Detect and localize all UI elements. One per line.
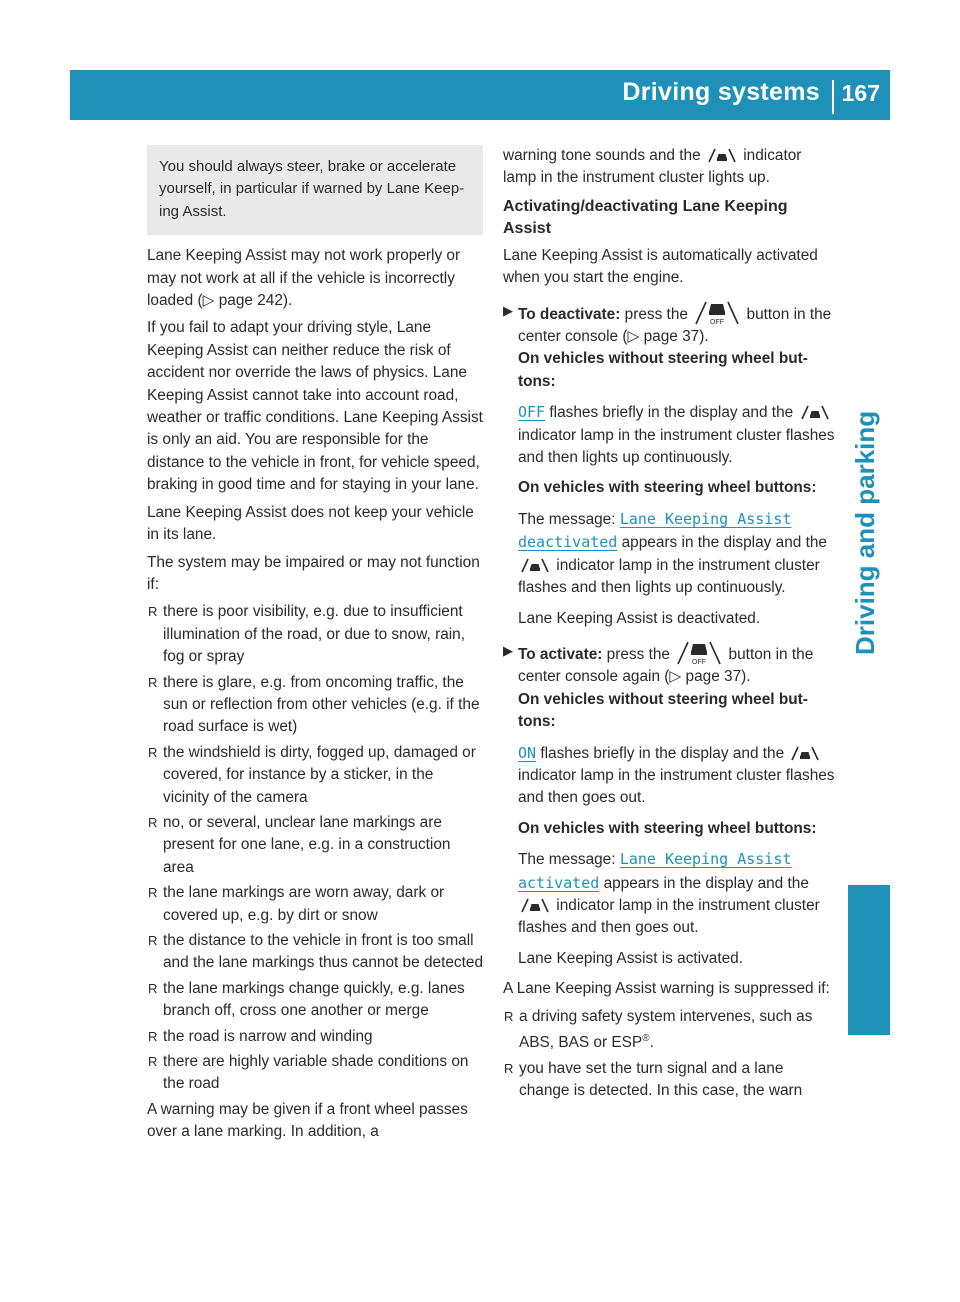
paragraph: Lane Keeping Assist does not keep your vehicle in its lane. [147, 503, 474, 544]
bullet-icon: R [148, 814, 158, 830]
chapter-tab-block [848, 885, 890, 1035]
page-number: 167 [841, 80, 880, 106]
step-arrow-icon: ▶ [503, 642, 513, 658]
activate-step: ▶ To activate: press the OFF button in the center console again (▷ page 37). On vehicles without steering wheel buttons: ON flashes briefly in the display and the indicator lamp in the instrument cluster flashes and then goes out. On vehicles with steering wheel buttons: The message: Lane Keeping Assist activated appears in the display and the indicator lamp in the instrument cluster flashes and then goes out. Lane Keeping Assist is activated. [503, 640, 835, 970]
list-item: R the road is narrow and winding [147, 1026, 483, 1048]
bullet-icon: R [148, 674, 158, 690]
display-message: activated [518, 873, 600, 892]
display-message: ON [518, 743, 537, 762]
header-bar [70, 70, 890, 120]
note-box: You should always steer, brake or accelerate yourself, in particular if warned by Lane Keeping Assist. [147, 145, 483, 235]
registered-mark: ® [642, 1033, 650, 1044]
paragraph: A warning may be given if a front wheel passes over a lane marking. In addition, a [147, 1100, 468, 1141]
bullet-icon: R [148, 1054, 158, 1070]
lane-keeping-indicator-icon [800, 404, 830, 420]
section-heading: Activating/deactivating Lane Keeping Assist [503, 197, 788, 237]
step-arrow-icon: ▶ [503, 302, 513, 318]
paragraph: Lane Keeping Assist is automatically activated when you start the engine. [503, 246, 818, 287]
display-message: OFF [518, 403, 546, 422]
bullet-icon: R [148, 604, 158, 620]
paragraph: If you fail to adapt your driving style, Lane Keeping Assist can neither reduce the risk of accident nor override the laws of physics. Lane Keeping Assist cannot take into account road, weather or traffic conditions. Lane Keeping Assist is only an aid. You are responsible for the distance to the vehicle in front, for vehicle speed, braking in good time and for staying in your lane. [147, 319, 483, 494]
header-divider [832, 80, 834, 114]
list-item: R a driving safety system intervenes, such as ABS, BAS or ESP®. [504, 1007, 813, 1052]
paragraph: The system may be impaired or may not function if: [147, 553, 480, 593]
right-column [503, 145, 835, 1105]
list-item: R there is poor visibility, e.g. due to insufficient illumination of the road, or due to snow, rain, fog or spray [148, 603, 466, 666]
svg-text:OFF: OFF [692, 658, 707, 666]
bullet-icon: R [148, 744, 158, 760]
list-item: R the lane markings change quickly, e.g. lanes branch off, cross one another or merge [148, 979, 465, 1020]
list-item: R there is glare, e.g. from oncoming traffic, the sun or reflection from other vehicles (e.g. if the road surface is wet) [148, 673, 480, 736]
lane-keeping-indicator-icon [520, 897, 550, 913]
section-title: Driving systems [622, 78, 820, 106]
svg-text:OFF: OFF [710, 318, 725, 326]
lane-keeping-indicator-icon [520, 557, 550, 573]
list-item: R the distance to the vehicle in front is too small and the lane markings thus cannot be detected [148, 932, 484, 972]
list-item: R the lane markings are worn away, dark or covered up, e.g. by dirt or snow [148, 884, 445, 924]
paragraph: A Lane Keeping Assist warning is suppressed if: [503, 980, 830, 998]
chapter-tab: Driving and parking [850, 410, 880, 655]
list-item: R there are highly variable shade conditions on the road [148, 1053, 469, 1093]
lane-keeping-indicator-icon [790, 745, 820, 761]
display-message: Lane Keeping Assist [619, 509, 792, 528]
paragraph: warning tone sounds and the indicator lamp in the instrument cluster lights up. [503, 147, 802, 187]
list-item: R you have set the turn signal and a lane change is detected. In this case, the warn [504, 1059, 803, 1099]
bullet-icon: R [148, 933, 158, 948]
bullet-icon: R [148, 1028, 158, 1044]
paragraph: Lane Keeping Assist may not work properly or may not work at all if the vehicle is incorrectly loaded (▷ page 242). [147, 247, 461, 310]
bullet-icon: R [148, 980, 158, 996]
list-item: R the windshield is dirty, fogged up, damaged or covered, for instance by a sticker, in the vicinity of the camera [148, 743, 476, 806]
bullet-icon: R [504, 1008, 514, 1024]
list-item: R no, or several, unclear lane markings are present for one lane, e.g. in a construction area [148, 813, 451, 876]
display-message: Lane Keeping Assist [619, 850, 792, 869]
lane-keeping-off-button-icon [694, 300, 740, 326]
bullet-icon: R [148, 885, 158, 901]
display-message: deactivated [518, 533, 618, 552]
bullet-list [147, 601, 483, 1096]
lane-keeping-off-button-icon [676, 640, 722, 666]
bullet-icon: R [504, 1060, 514, 1076]
lane-keeping-indicator-icon [707, 147, 737, 163]
left-column [147, 145, 483, 1149]
deactivate-step: ▶ To deactivate: press the OFF button in the center console (▷ page 37). On vehicles without steering wheel buttons: OFF flashes briefly in the display and the indicator lamp in the instrument cluster flashes and then lights up continuously. On vehicles with steering wheel buttons: The message: Lane Keeping Assist deactivated appears in the display and the indicator lamp in the instrument cluster flashes and then lights up continuously. Lane Keeping Assist is deactivated. [503, 300, 835, 630]
